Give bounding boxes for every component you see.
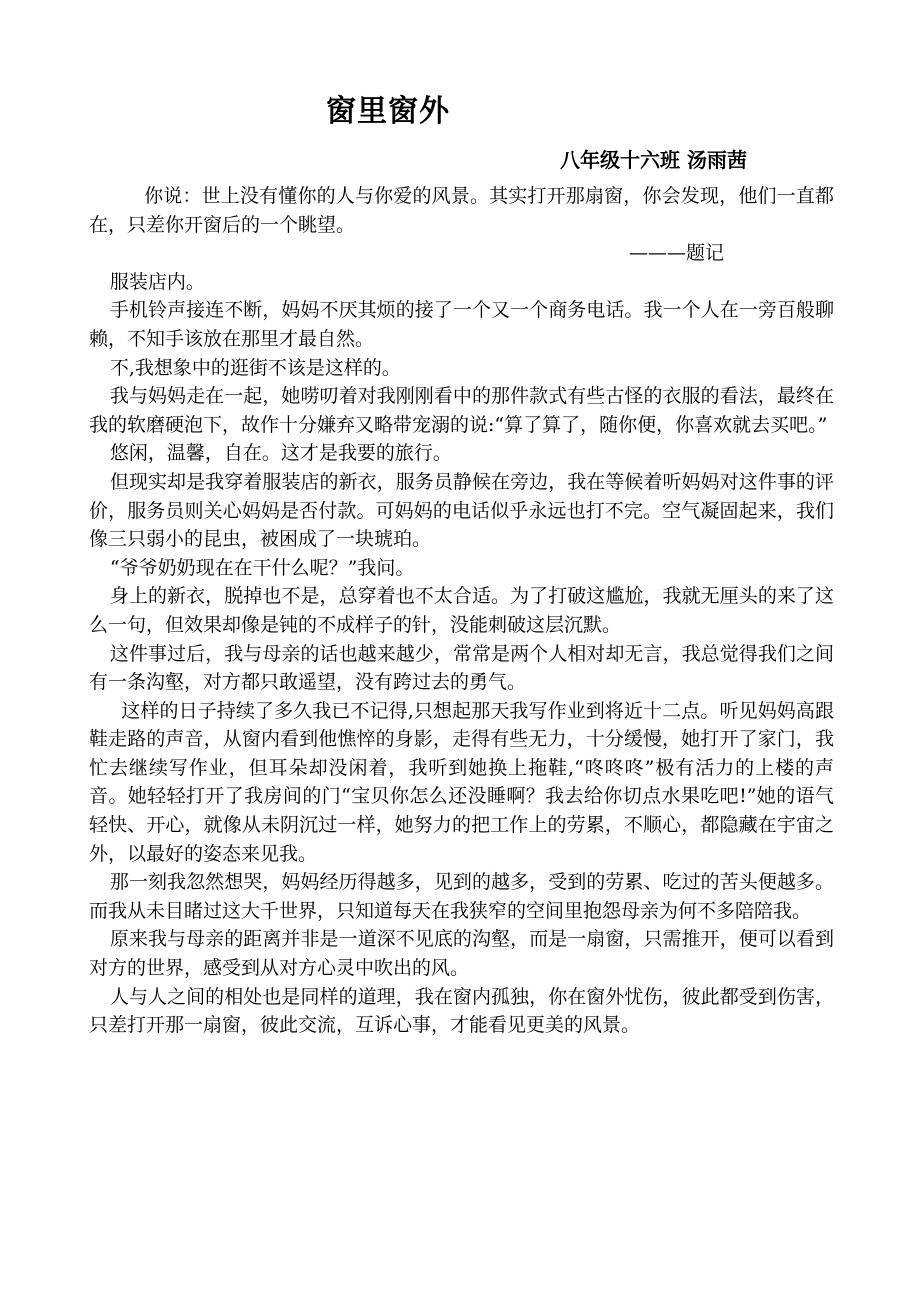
paragraph: 原来我与母亲的距离并非是一道深不见底的沟壑，而是一扇窗，只需推开，便可以看到对方的世界，感受到从对方心灵中吹出的风。 bbox=[89, 928, 834, 980]
author-line: 八年级十六班 汤雨茜 bbox=[560, 148, 747, 172]
paragraph: 那一刻我忽然想哭，妈妈经历得越多，见到的越多，受到的劳累、吃过的苦头便越多。而我从未目睹过这大千世界，只知道每天在我狭窄的空间里抱怨母亲为何不多陪陪我。 bbox=[89, 871, 834, 922]
paragraph: 手机铃声接连不断，妈妈不厌其烦的接了一个又一个商务电话。我一个人在一旁百般聊赖，不知手该放在那里才最自然。 bbox=[89, 299, 834, 350]
paragraph: 身上的新衣，脱掉也不是，总穿着也不太合适。为了打破这尴尬，我就无厘头的来了这么一句，但效果却像是钝的不成样子的针，没能刺破这层沉默。 bbox=[89, 585, 834, 636]
paragraph: 人与人之间的相处也是同样的道理，我在窗内孤独，你在窗外忧伤，彼此都受到伤害，只差打开那一扇窗，彼此交流，互诉心事，才能看见更美的风景。 bbox=[89, 985, 834, 1037]
paragraph: 服装店内。 bbox=[109, 270, 205, 293]
paragraph: 悠闲，温馨，自在。这才是我要的旅行。 bbox=[109, 442, 452, 465]
paragraph: 不,我想象中的逛街不该是这样的。 bbox=[109, 356, 401, 379]
epigraph-signoff: ———题记 bbox=[628, 242, 724, 265]
paragraph: 这样的日子持续了多久我已不记得,只想起那天我写作业到将近十二点。听见妈妈高跟鞋走路的声音，从窗内看到他憔悴的身影，走得有些无力，十分缓慢，她打开了家门，我忙去继续写作业，但耳朵却没闲着，我听到她换上拖鞋,“咚咚咚”极有活力的上楼的声音。她轻轻打开了我房间的门“宝贝你怎么还没睡啊？我去给你切点水果吃吧!”她的语气轻快、开心，就像从未阴沉过一样，她努力的把工作上的劳累，不顺心，都隐藏在宇宙之外，以最好的姿态来见我。 bbox=[89, 699, 834, 865]
essay-body bbox=[89, 182, 834, 1040]
epigraph: 你说：世上没有懂你的人与你爱的风景。其实打开那扇窗，你会发现，他们一直都在，只差你开窗后的一个眺望。 bbox=[89, 185, 834, 236]
paragraph: 但现实却是我穿着服装店的新衣，服务员静候在旁边，我在等候着听妈妈对这件事的评价，服务员则关心妈妈是否付款。可妈妈的电话似乎永远也打不完。空气凝固起来，我们像三只弱小的昆虫，被困成了一块琥珀。 bbox=[89, 470, 834, 551]
paragraph: 我与妈妈走在一起，她唠叨着对我刚刚看中的那件款式有些古怪的衣服的看法，最终在我的软磨硬泡下，故作十分嫌弃又略带宠溺的说:“算了算了，随你便，你喜欢就去买吧。” bbox=[89, 385, 834, 436]
paragraph: “爷爷奶奶现在在干什么呢？”我问。 bbox=[109, 556, 415, 579]
essay-title: 窗里窗外 bbox=[326, 94, 450, 129]
paragraph: 这件事过后，我与母亲的话也越来越少，常常是两个人相对却无言，我总觉得我们之间有一条沟壑，对方都只敢遥望，没有跨过去的勇气。 bbox=[89, 642, 834, 694]
